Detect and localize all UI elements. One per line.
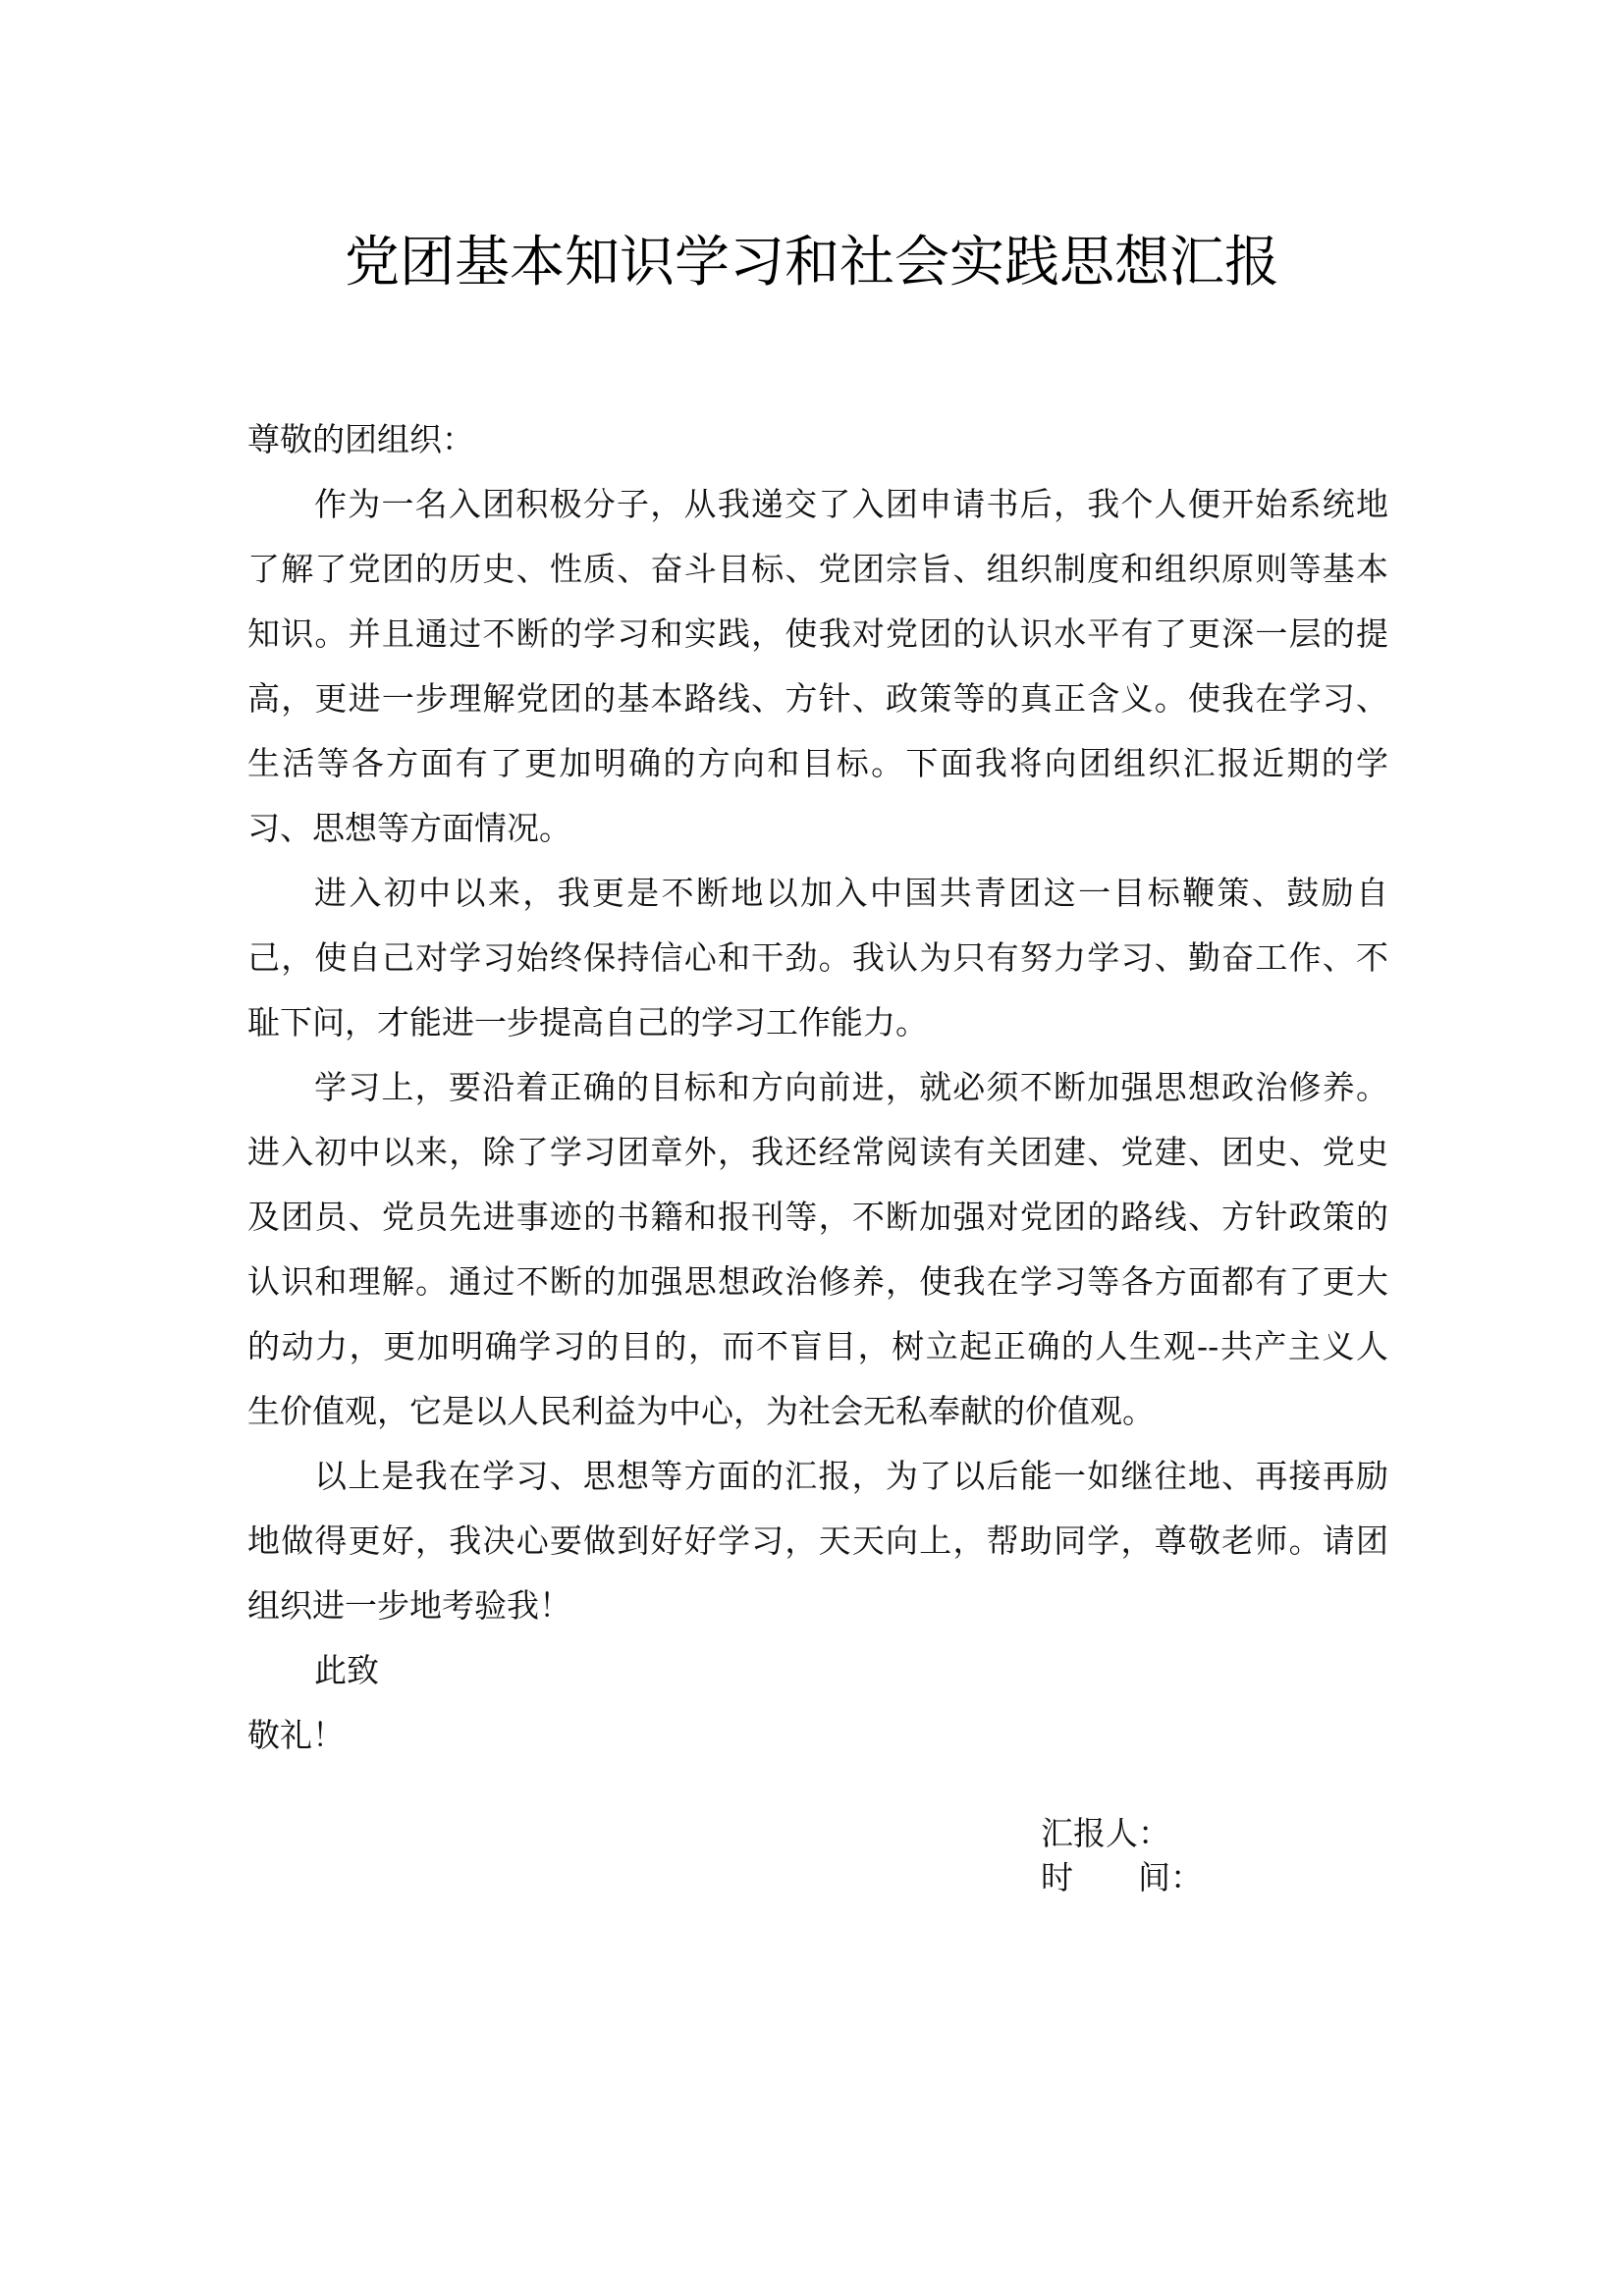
paragraph-line: 进入初中以来，除了学习团章外，我还经常阅读有关团建、党建、团史、党史 bbox=[247, 1133, 1388, 1171]
paragraph bbox=[247, 1444, 1388, 1638]
paragraph-line: 的动力，更加明确学习的目的，而不盲目，树立起正确的人生观--共产主义人 bbox=[247, 1327, 1388, 1365]
signature-block bbox=[1041, 1811, 1203, 1899]
reporter-label: 汇报人： bbox=[1041, 1814, 1170, 1852]
time-label-a: 时 bbox=[1041, 1858, 1073, 1896]
paragraph-line: 认识和理解。通过不断的加强思想政治修养，使我在学习等各方面都有了更大 bbox=[247, 1262, 1388, 1301]
paragraph-line: 学习上，要沿着正确的目标和方向前进，就必须不断加强思想政治修养。 bbox=[314, 1068, 1388, 1106]
paragraph-line: 高，更进一步理解党团的基本路线、方针、政策等的真正含义。使我在学习、 bbox=[247, 679, 1388, 718]
paragraph-line: 生价值观，它是以人民利益为中心，为社会无私奉献的价值观。 bbox=[247, 1392, 1155, 1430]
paragraph-line: 习、思想等方面情况。 bbox=[247, 809, 571, 847]
paragraph bbox=[247, 1055, 1388, 1444]
regards: 敬礼！ bbox=[247, 1716, 345, 1754]
paragraph-line: 耻下问，才能进一步提高自己的学习工作能力。 bbox=[247, 1003, 928, 1041]
time-label-b: 间： bbox=[1138, 1858, 1203, 1896]
paragraph bbox=[247, 861, 1388, 1055]
paragraph-line: 地做得更好，我决心要做到好好学习，天天向上，帮助同学，尊敬老师。请团 bbox=[247, 1522, 1388, 1560]
paragraph bbox=[247, 472, 1388, 861]
paragraph-line: 组织进一步地考验我！ bbox=[247, 1586, 571, 1625]
paragraph-line: 知识。并且通过不断的学习和实践，使我对党团的认识水平有了更深一层的提 bbox=[247, 614, 1388, 653]
salutation: 尊敬的团组织： bbox=[247, 420, 474, 458]
closing: 此致 bbox=[314, 1651, 379, 1689]
paragraph-line: 了解了党团的历史、性质、奋斗目标、党团宗旨、组织制度和组织原则等基本 bbox=[247, 550, 1388, 588]
document-body bbox=[247, 407, 1388, 1768]
document-title: 党团基本知识学习和社会实践思想汇报 bbox=[345, 231, 1279, 294]
paragraphs bbox=[247, 472, 1388, 1638]
paragraph-line: 作为一名入团积极分子，从我递交了入团申请书后，我个人便开始系统地 bbox=[314, 485, 1388, 523]
paragraph-line: 生活等各方面有了更加明确的方向和目标。下面我将向团组织汇报近期的学 bbox=[247, 744, 1388, 782]
paragraph-line: 进入初中以来，我更是不断地以加入中国共青团这一目标鞭策、鼓励自 bbox=[314, 874, 1388, 912]
paragraph-line: 及团员、党员先进事迹的书籍和报刊等，不断加强对党团的路线、方针政策的 bbox=[247, 1198, 1388, 1236]
paragraph-line: 己，使自己对学习始终保持信心和干劲。我认为只有努力学习、勤奋工作、不 bbox=[247, 938, 1388, 977]
paragraph-line: 以上是我在学习、思想等方面的汇报，为了以后能一如继往地、再接再励 bbox=[314, 1457, 1388, 1495]
time-label bbox=[1041, 1855, 1203, 1899]
